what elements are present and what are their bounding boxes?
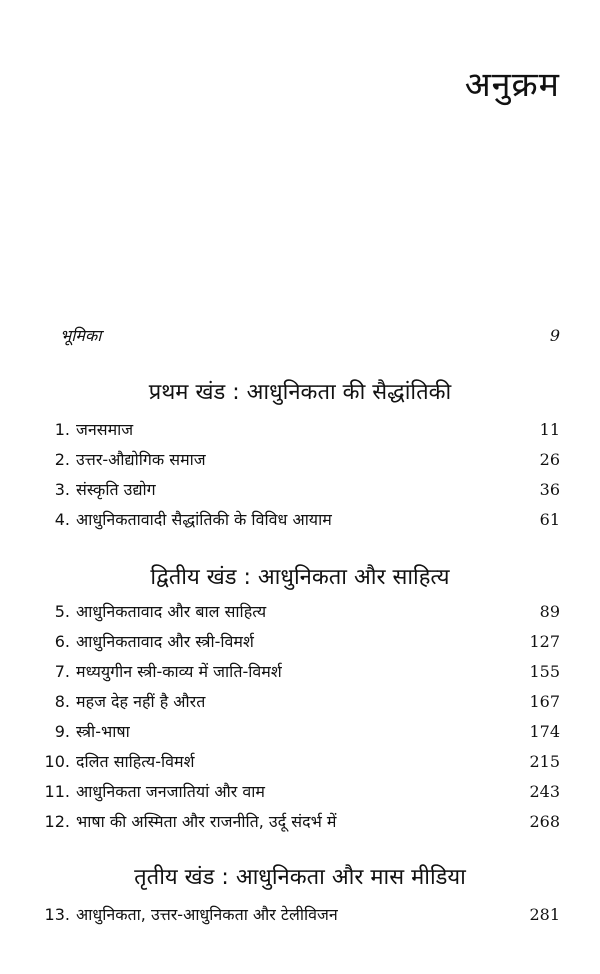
entry-page: 36 [539,480,560,499]
entry-number: 2. [54,450,70,469]
section-heading-1: प्रथम खंड : आधुनिकता की सैद्धांतिकी [148,380,452,405]
entry-title: मध्ययुगीन स्त्री-काव्य में जाति-विमर्श [76,662,282,681]
entry-number: 11. [44,782,70,801]
toc-entry[interactable] [30,508,560,538]
section-heading-3: तृतीय खंड : आधुनिकता और मास मीडिया [134,865,466,890]
toc-entry[interactable] [30,720,560,750]
toc-entry[interactable] [30,478,560,508]
entry-number: 12. [44,812,70,831]
toc-entry[interactable] [30,903,560,933]
entry-number: 1. [54,420,70,439]
toc-entry[interactable] [30,448,560,478]
section-1-entries [30,418,560,538]
toc-entry[interactable] [30,600,560,630]
entry-page: 243 [529,782,560,801]
entry-number: 8. [54,692,70,711]
entry-page: 174 [529,722,560,741]
entry-number: 3. [54,480,70,499]
preface-entry[interactable] [60,324,560,346]
section-2-entries [30,600,560,840]
entry-number: 10. [44,752,70,771]
entry-title: दलित साहित्य-विमर्श [76,752,195,771]
entry-number: 4. [54,510,70,529]
entry-number: 6. [54,632,70,651]
entry-page: 155 [529,662,560,681]
toc-entry[interactable] [30,630,560,660]
entry-title: आधुनिकता जनजातियां और वाम [76,782,266,801]
entry-title: आधुनिकतावाद और बाल साहित्य [76,602,267,621]
entry-title: आधुनिकता, उत्तर-आधुनिकता और टेलीविजन [76,905,338,924]
entry-page: 167 [529,692,560,711]
entry-title: महज देह नहीं है औरत [76,692,206,711]
entry-page: 11 [539,420,560,439]
preface-label: भूमिका [60,326,102,345]
toc-entry[interactable] [30,810,560,840]
preface-page: 9 [549,326,560,345]
entry-page: 127 [529,632,560,651]
toc-entry[interactable] [30,750,560,780]
toc-entry[interactable] [30,418,560,448]
entry-title: भाषा की अस्मिता और राजनीति, उर्दू संदर्भ में [76,812,337,831]
entry-number: 13. [44,905,70,924]
entry-title: जनसमाज [76,420,134,439]
toc-entry[interactable] [30,780,560,810]
entry-number: 5. [54,602,70,621]
section-heading-2: द्वितीय खंड : आधुनिकता और साहित्य [150,565,450,590]
entry-page: 281 [529,905,560,924]
entry-title: आधुनिकतावादी सैद्धांतिकी के विविध आयाम [76,510,332,529]
entry-page: 26 [539,450,560,469]
entry-number: 9. [54,722,70,741]
page-title: अनुक्रम [464,65,560,105]
entry-page: 89 [539,602,560,621]
section-3-entries [30,903,560,933]
toc-entry[interactable] [30,660,560,690]
entry-title: आधुनिकतावाद और स्त्री-विमर्श [76,632,254,651]
entry-page: 215 [529,752,560,771]
entry-title: संस्कृति उद्योग [76,480,156,499]
entry-page: 61 [539,510,560,529]
entry-number: 7. [54,662,70,681]
toc-entry[interactable] [30,690,560,720]
entry-title: स्त्री-भाषा [76,722,130,741]
entry-title: उत्तर-औद्योगिक समाज [76,450,206,469]
entry-page: 268 [529,812,560,831]
